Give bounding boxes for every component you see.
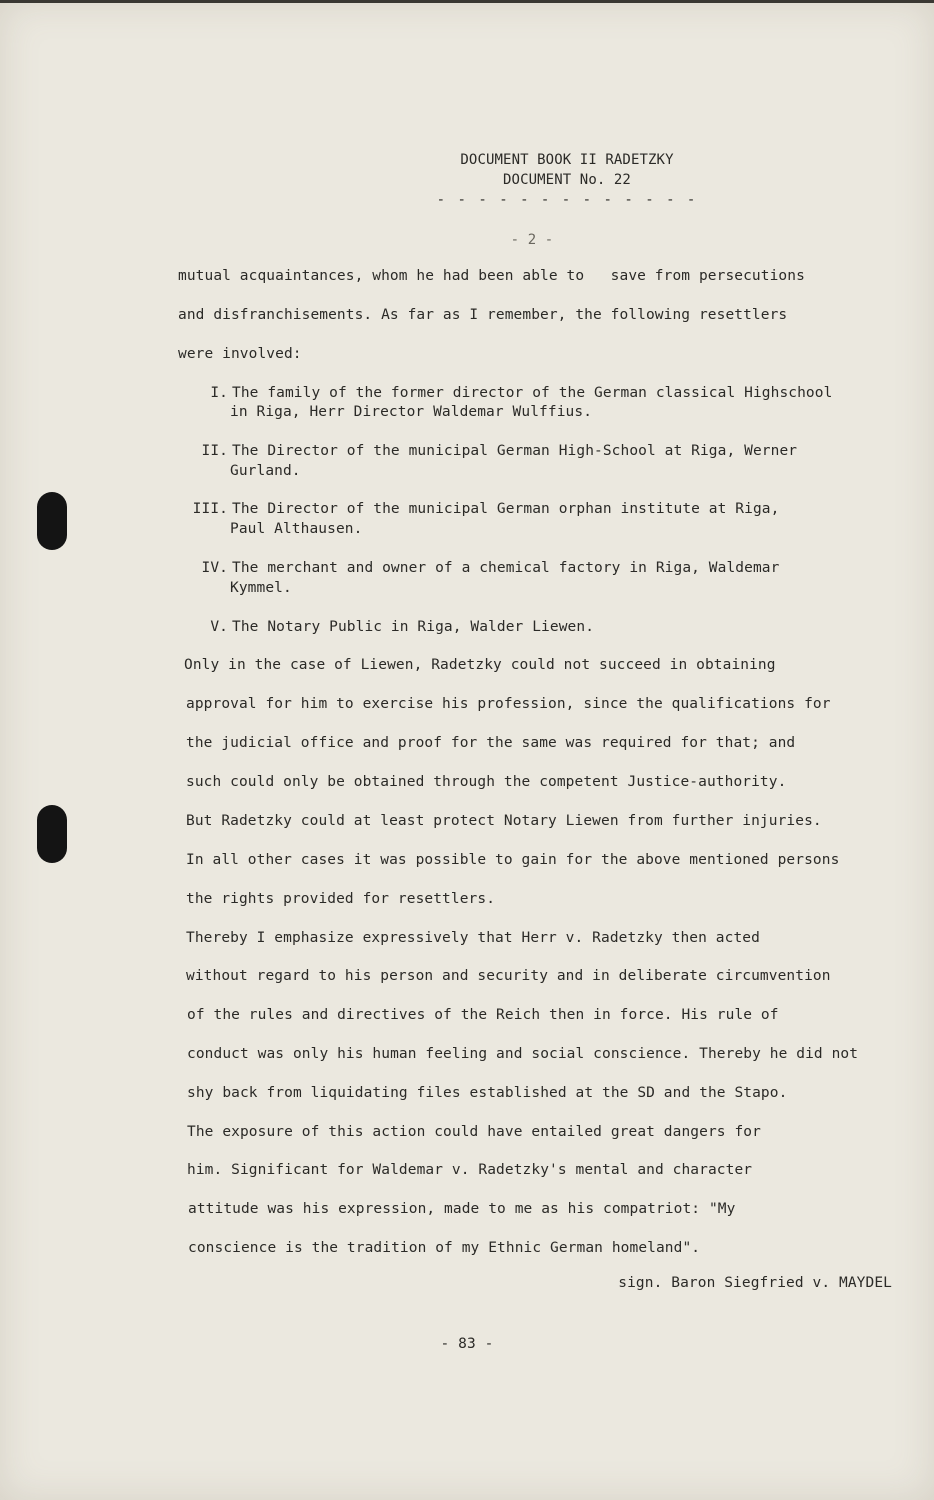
list-item-text: The Director of the municipal German orphan institute at Riga, (232, 501, 780, 517)
paragraph-line-1: Only in the case of Liewen, Radetzky could not succeed in obtaining (184, 657, 776, 673)
list-item-5 (190, 619, 890, 635)
list-item-4 (190, 560, 890, 576)
paragraph-line-4: such could only be obtained through the competent Justice-authority. (186, 774, 787, 790)
list-item-3 (190, 501, 890, 517)
intro-line-1: mutual acquaintances, whom he had been able to save from persecutions (178, 268, 805, 284)
paragraph-line-13: The exposure of this action could have entailed great dangers for (187, 1124, 761, 1140)
list-item-text: The Director of the municipal German High-School at Riga, Werner (232, 443, 798, 459)
list-item-number: II. (201, 443, 228, 459)
paragraph-line-16: conscience is the tradition of my Ethnic German homeland". (188, 1240, 701, 1256)
signature: sign. Baron Siegfried v. MAYDEL (618, 1275, 892, 1291)
list-item-text: The merchant and owner of a chemical factory in Riga, Waldemar (232, 560, 780, 576)
paragraph-line-10: of the rules and directives of the Reich then in force. His rule of (187, 1007, 779, 1023)
list-item-2-cont: Gurland. (230, 463, 301, 479)
page-number-top: - 2 - (510, 232, 554, 248)
list-item-text: The Notary Public in Riga, Walder Liewen. (232, 619, 595, 635)
paragraph-line-14: him. Significant for Waldemar v. Radetzky's mental and character (187, 1162, 753, 1178)
paragraph-line-11: conduct was only his human feeling and social conscience. Thereby he did not (187, 1046, 859, 1062)
paragraph-line-8: Thereby I emphasize expressively that Herr v. Radetzky then acted (186, 930, 760, 946)
list-item-number: IV. (201, 560, 228, 576)
paragraph-line-9: without regard to his person and security and in deliberate circumvention (186, 968, 831, 984)
list-item-4-cont: Kymmel. (230, 580, 292, 596)
list-item-number: V. (210, 619, 228, 635)
punch-hole-bottom (37, 805, 67, 863)
document-book-title: DOCUMENT BOOK II RADETZKY (460, 152, 674, 168)
document-number: DOCUMENT No. 22 (503, 172, 631, 188)
list-item-3-cont: Paul Althausen. (230, 521, 363, 537)
paragraph-line-7: the rights provided for resettlers. (186, 891, 496, 907)
paragraph-line-5: But Radetzky could at least protect Notary Liewen from further injuries. (186, 813, 822, 829)
paragraph-line-6: In all other cases it was possible to gain for the above mentioned persons (186, 852, 840, 868)
paragraph-line-12: shy back from liquidating files established at the SD and the Stapo. (187, 1085, 788, 1101)
paragraph-line-2: approval for him to exercise his profession, since the qualifications for (186, 696, 831, 712)
list-item-number: III. (192, 501, 228, 517)
list-item-1-cont: in Riga, Herr Director Waldemar Wulffius. (230, 404, 593, 420)
punch-hole-top (37, 492, 67, 550)
intro-line-2: and disfranchisements. As far as I remember, the following resettlers (178, 307, 788, 323)
page-number-bottom: - 83 - (440, 1336, 494, 1352)
list-item-number: I. (210, 385, 228, 401)
paragraph-line-3: the judicial office and proof for the same was required for that; and (186, 735, 796, 751)
page-top-edge (0, 0, 934, 3)
list-item-2 (190, 443, 890, 459)
list-item-text: The family of the former director of the German classical Highschool (232, 385, 833, 401)
header-rule: - - - - - - - - - - - - - (436, 192, 698, 208)
intro-line-3: were involved: (178, 346, 302, 362)
paragraph-line-15: attitude was his expression, made to me as his compatriot: "My (188, 1201, 736, 1217)
list-item-1 (190, 385, 890, 401)
